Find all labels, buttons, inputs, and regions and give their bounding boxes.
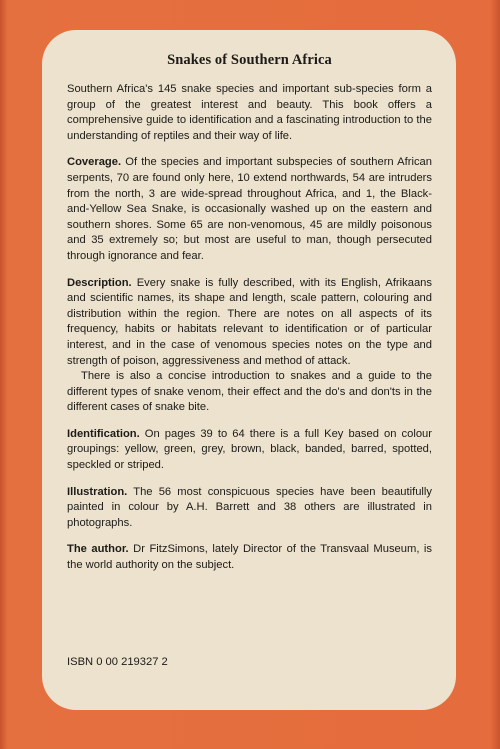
coverage-text: Of the species and important subspecies of southern African serpents, 70 are found only here, 10 extend northwards, 54 are intruders from the north, 3 are wide-spread throughout Africa, and 1, the Black-and-Yellow Sea Snake, is occasionally washed up on the eastern and southern shores. Some 65 are non-venomous, 45 are mildly poisonous and 35 extremely so; but most are useful to man, though persecuted through ignorance and fear. xyxy=(67,156,432,262)
intro-paragraph: Southern Africa's 145 snake species and important sub-species form a group of the greatest interest and beauty. This book offers a comprehensive guide to identification and a fascinating introduction to the understanding of reptiles and their way of life. xyxy=(67,83,432,142)
blurb-panel xyxy=(42,30,456,710)
description-text: Every snake is fully described, with its English, Afrikaans and scientific names, its shape and length, scale pattern, colouring and distribution within the region. There are notes on all aspects of its frequency, habits or habitats relevant to identification or of particular interest, and in the case of venomous species notes on the type and strength of poison, aggressiveness and method of attack. xyxy=(67,276,432,367)
author-paragraph xyxy=(67,542,432,573)
isbn-number: ISBN 0 00 219327 2 xyxy=(67,656,168,668)
illustration-text: The 56 most conspicuous species have been beautifully painted in colour by A.H. Barrett and 38 others are illustrated in photographs. xyxy=(67,485,432,529)
illustration-heading: Illustration. xyxy=(67,485,128,498)
coverage-paragraph xyxy=(67,155,432,264)
description-paragraph xyxy=(67,276,432,370)
identification-heading: Identification. xyxy=(67,427,140,440)
identification-text: On pages 39 to 64 there is a full Key based on colour groupings: yellow, green, grey, brown, black, banded, barred, spotted, speckled or striped. xyxy=(67,427,432,472)
author-heading: The author. xyxy=(67,543,129,556)
description-continuation: There is also a concise introduction to snakes and a guide to the different types of snake venom, their effect and the do's and don'ts in the different cases of snake bite. xyxy=(67,370,432,414)
coverage-heading: Coverage. xyxy=(67,156,122,169)
book-title: Snakes of Southern Africa xyxy=(167,52,332,68)
author-text: Dr FitzSimons, lately Director of the Transvaal Museum, is the world authority on the subject. xyxy=(67,543,432,572)
illustration-paragraph xyxy=(67,485,432,532)
description-heading: Description. xyxy=(67,276,132,289)
identification-paragraph xyxy=(67,427,432,474)
